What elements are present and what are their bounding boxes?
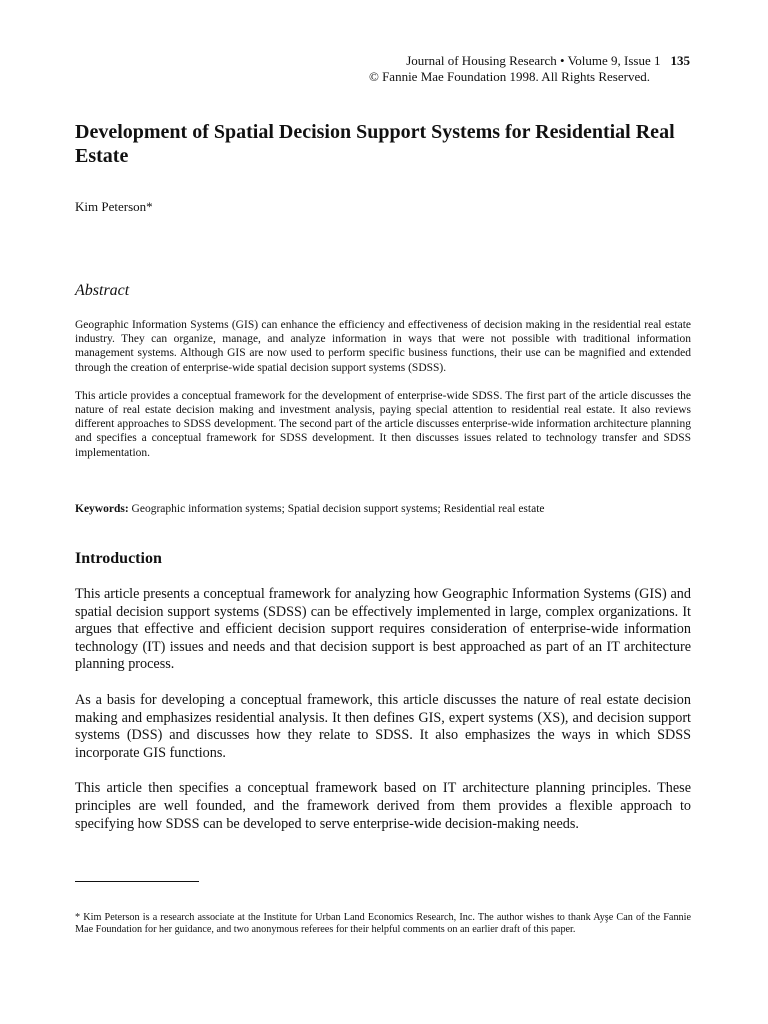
- article-title: Development of Spatial Decision Support Systems for Residential Real Estate: [75, 121, 675, 167]
- keywords-line: [75, 502, 705, 516]
- abstract-body: [75, 318, 691, 474]
- introduction-body: [75, 586, 691, 851]
- running-header: [369, 53, 690, 85]
- keywords-text: Geographic information systems; Spatial decision support systems; Residential real estate: [131, 503, 545, 515]
- page-number: 135: [670, 53, 690, 68]
- copyright-line: © Fannie Mae Foundation 1998. All Rights Reserved.: [368, 69, 650, 84]
- keywords-label: Keywords:: [75, 503, 129, 515]
- body-paragraph: This article then specifies a conceptual framework based on IT architecture planning principles. These principles are well founded, and the framework derived from them provides a flexible approach to specifying how SDSS can be developed to serve enterprise-wide decision-making needs.: [75, 780, 691, 832]
- introduction-heading: Introduction: [75, 550, 162, 567]
- author-footnote: * Kim Peterson is a research associate at the Institute for Urban Land Economics Research, Inc. The author wishes to thank Ayşe Can of the Fannie Mae Foundation for her guidance, and two anonymous referees for their helpful comments on an earlier draft of this paper.: [75, 912, 691, 936]
- abstract-paragraph: This article provides a conceptual framework for the development of enterprise-wide SDSS. The first part of the article discusses the nature of real estate decision making and investment analysis, paying special attention to residential real estate. It also reviews different approaches to SDSS development. The second part of the article discusses enterprise-wide information architecture planning and specifies a conceptual framework for SDSS development. It then discusses issues related to technology transfer and SDSS implementation.: [75, 389, 691, 459]
- abstract-paragraph: Geographic Information Systems (GIS) can enhance the efficiency and effectiveness of decision making in the residential real estate industry. They can organize, manage, and analyze information in ways that were not possible with traditional information management systems. Although GIS are now used to perform specific business functions, their use can be magnified and extended through the creation of enterprise-wide spatial decision support systems (SDSS).: [75, 319, 691, 374]
- author-name: Kim Peterson*: [75, 199, 153, 214]
- body-paragraph: This article presents a conceptual framework for analyzing how Geographic Information Systems (GIS) and spatial decision support systems (SDSS) can be effectively implemented in large, complex organizations. It argues that effective and efficient decision support requires consideration of enterprise-wide information technology (IT) issues and needs and that decision support is best approached as part of an IT architecture planning process.: [75, 586, 691, 673]
- body-paragraph: As a basis for developing a conceptual framework, this article discusses the nature of real estate decision making and emphasizes residential analysis. It then defines GIS, expert systems (XS), and decision support systems (DSS) and discusses how they relate to SDSS. It also emphasizes the ways in which SDSS incorporate GIS functions.: [75, 691, 691, 761]
- abstract-heading: Abstract: [75, 282, 130, 299]
- journal-line: Journal of Housing Research • Volume 9, Issue 1: [406, 53, 661, 68]
- footnote-divider: [75, 881, 199, 882]
- header-row: [369, 53, 690, 69]
